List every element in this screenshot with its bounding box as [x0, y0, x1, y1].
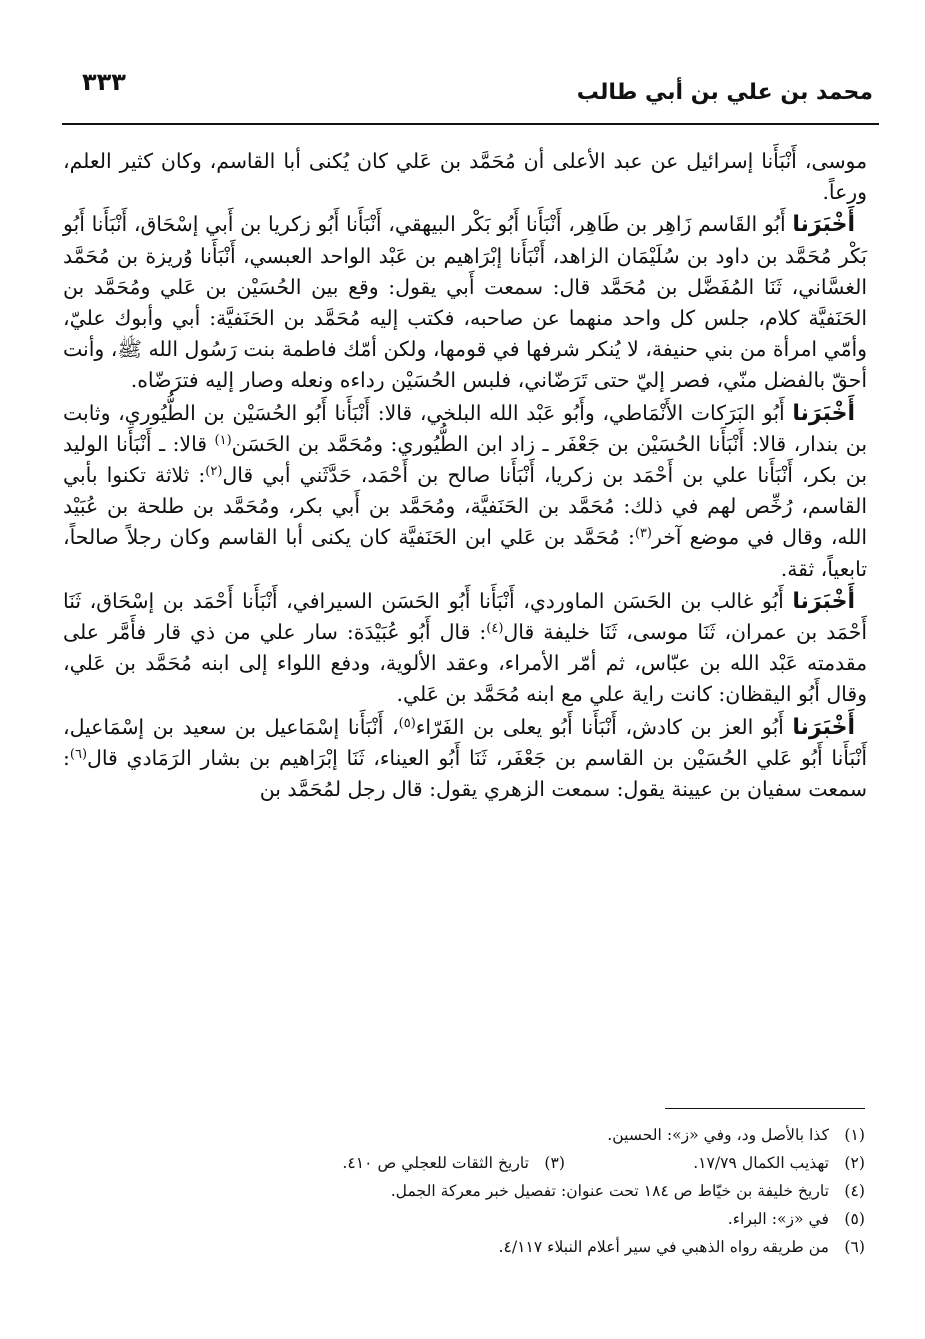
- footnote-text: تاريخ الثقات للعجلي ص ٤١٠.: [342, 1154, 529, 1172]
- footnote-4: [105, 1177, 865, 1205]
- paragraph-text: : سمعت سفيان بن عيينة يقول: سمعت الزهري يقول: قال رجل لمُحَمَّد بن: [63, 745, 867, 802]
- footnote-text: تاريخ خليفة بن خيّاط ص ١٨٤ تحت عنوان: تفصيل خبر معركة الجمل.: [390, 1182, 829, 1200]
- footnote-number: (٢): [844, 1154, 865, 1172]
- paragraph-text: قالا: ـ أَنْبَأَنا الوليد بن بكر، أَنْبَأَنا علي بن أَحْمَد بن زكريا، أَنْبَأَنا صالح بن أَحْمَد، حَدَّثَني أبي قال: [63, 431, 867, 488]
- akhbarana-lead-word: أَخْبَرَنا: [792, 212, 855, 238]
- footnote-2: [565, 1149, 865, 1177]
- footnote-text: كذا بالأصل ود، وفي «ز»: الحسين.: [607, 1126, 829, 1144]
- footnote-reference: (٣): [634, 526, 652, 542]
- paragraph-text: أَبُو البَرَكات الأَنْمَاطي، وأَبُو عَبْد الله البلخي، قالا: أَنْبَأَنا أَبُو الحُسَيْن بن الطُّيُوري، وثابت بن بندار، قالا: أَنْبَأَنا الحُسَيْن بن جَعْفَر ـ زاد ابن الطُّيُوري: ومُحَمَّد بن الحَسَن: [63, 400, 867, 456]
- footnotes: [105, 1121, 865, 1261]
- paragraph-text: أَبُو العز بن كادش، أَنْبَأَنا أَبُو يعلى بن الفَرّاء: [415, 714, 793, 739]
- footnote-text: تهذيب الكمال ١٧/٧٩.: [693, 1154, 829, 1172]
- paragraph-text: ، أَنْبَأَنا إسْمَاعيل بن سعيد بن إسْمَاعيل، أَنْبَأَنا أَبُو عَلي الحُسَيْن بن القاسم بن جَعْفَر، ثَنَا أَبُو العيناء، ثَنَا إبْرَاهيم بن بشار الرَمَادي قال: [63, 714, 867, 770]
- footnote-number: (٦): [844, 1238, 865, 1256]
- paragraph: [63, 146, 867, 208]
- footnote-reference: (١): [214, 432, 232, 448]
- paragraph-text: أَبُو القَاسم زَاهِر بن طَاهِر، أَنْبَأَنا أَبُو بَكْر البيهقي، أَنْبَأَنا أَبُو زكريا بن أَبي إسْحَاق، أَنْبَأَنا أَبُو بَكْر مُحَمَّد بن داود بن سُلَيْمَان الزاهد، أَنْبَأَنا إبْرَاهيم بن عَبْد الواحد العبسي، أَنْبَأَنا وُريزة بن مُحَمَّد الغسَّاني، ثَنَا المُفَضَّل بن مُحَمَّد قال: سمعت أَبي يقول: وقع بين الحُسَيْن بن عَلي ومُحَمَّد بن الحَنَفيَّة كلام، جلس كل واحد منهما عن صاحبه، فكتب إليه مُحَمَّد بن الحَنَفيَّة: أبي وأبوك عليّ، وأمّي امرأة من بني حنيفة، لا يُنكر شرفها في قومها، ولكن أمّك فاطمة بنت رَسُول الله ﷺ، وأنت أحقّ بالفضل منّي، فصر إليّ حتى تَرَضّاني، فلبس الحُسَيْن رداءه ونعله وصار إليه فترَضّاه.: [63, 212, 867, 393]
- paragraph: [63, 586, 867, 711]
- paragraph-text: : قال أَبُو عُبَيْدَة: سار علي من ذي قار فأَمَّر على مقدمته عَبْد الله بن عبّاس، ثم أمّر الأمراء، وعقد الألوية، ودفع اللواء إلى ابنه مُحَمَّد بن عَلي، وقال أَبُو اليقظان: كانت راية علي مع ابنه مُحَمَّد بن عَلي.: [63, 620, 867, 707]
- paragraph-text: : مُحَمَّد بن عَلي ابن الحَنَفيَّة كان يكنى أبا القاسم وكان رجلاً صالحاً، تابعياً، ثقة.: [63, 525, 867, 581]
- akhbarana-lead-word: أَخْبَرَنا: [792, 588, 855, 614]
- footnote-separator: [665, 1108, 865, 1109]
- paragraph: [63, 209, 867, 396]
- akhbarana-lead-word: أَخْبَرَنا: [792, 714, 855, 740]
- akhbarana-lead-word: أَخْبَرَنا: [792, 400, 855, 426]
- footnote-6: [105, 1233, 865, 1261]
- footnote-3: [342, 1149, 565, 1177]
- footnote-reference: (٤): [486, 621, 504, 637]
- footnote-text: من طريقه رواه الذهبي في سير أعلام النبلاء ٤/١١٧.: [498, 1238, 829, 1256]
- page-number: ٣٣٣: [82, 68, 126, 96]
- footnote-number: (٣): [544, 1154, 565, 1172]
- header-rule: [62, 123, 879, 125]
- paragraph: [63, 398, 867, 585]
- footnote-number: (٤): [844, 1182, 865, 1200]
- running-title: محمد بن علي بن أبي طالب: [576, 80, 873, 105]
- footnote-reference: (٢): [205, 464, 223, 480]
- footnote-number: (١): [844, 1126, 865, 1144]
- footnote-5: [105, 1205, 865, 1233]
- footnote-text: في «ز»: البراء.: [727, 1210, 829, 1228]
- footnote-1: [105, 1121, 865, 1149]
- footnote-reference: (٥): [398, 715, 416, 731]
- paragraph-text: أَبُو غالب بن الحَسَن الماوردي، أَنْبَأَنا أَبُو الحَسَن السيرافي، أَنْبَأَنا أَحْمَد بن إسْحَاق، ثَنَا أَحْمَد بن عمران، ثَنَا موسى، ثَنَا خليفة قال: [63, 588, 867, 645]
- body-text: [63, 146, 867, 806]
- paragraph: [63, 712, 867, 806]
- footnote-reference: (٦): [69, 746, 88, 762]
- footnote-number: (٥): [844, 1210, 865, 1228]
- paragraph-text: : ثلاثة تكنوا بأبي القاسم، رُخِّص لهم في ذلك: مُحَمَّد بن الحَنَفيَّة، ومُحَمَّد بن أَبي بكر، ومُحَمَّد بن طلحة بن عُبَيْد الله، وقال في موضع آخر: [63, 463, 867, 550]
- footnote-pair-2-3: [105, 1149, 865, 1177]
- paragraph-text: موسى، أَنْبَأَنا إسرائيل عن عبد الأعلى أن مُحَمَّد بن عَلي كان يُكنى أبا القاسم، وكان كثير العلم، ورعاً.: [63, 149, 867, 205]
